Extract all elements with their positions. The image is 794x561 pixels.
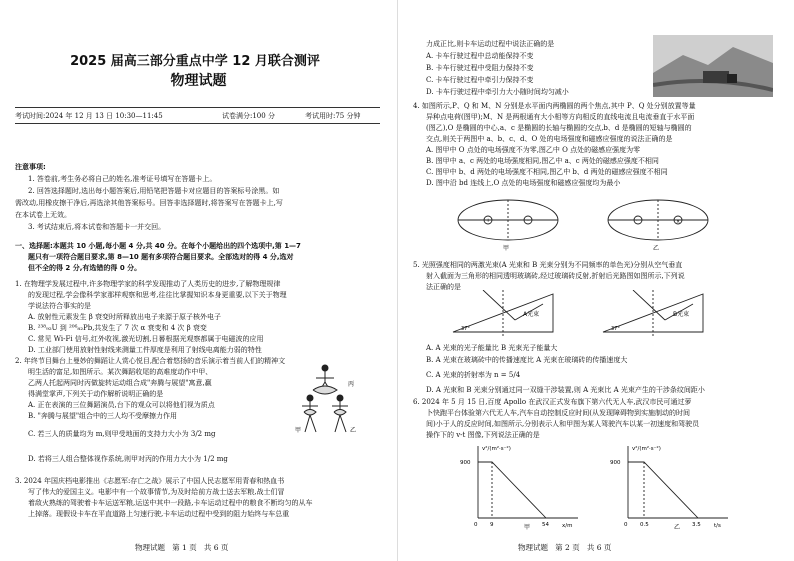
- graph-jia-tick: 0: [474, 522, 478, 528]
- q5-line: 射入截面为三角形的相同透明玻璃砖,经过玻璃砖反射,折射后光路图如图所示,下列说: [426, 272, 685, 280]
- q2-option: D. 若将三人组合整体视作系统,则甲对丙的作用力大小为 1/2 mg: [28, 455, 228, 463]
- q5-line: 法正确的是: [426, 283, 461, 291]
- q4-option: A. 图甲中 O 点处的电场强度不为零,图乙中 O 点处的磁感应强度为零: [426, 146, 641, 154]
- q4-option: D. 图中沿 bd 连线上,O 点处的电场强度和磁感应强度均为最小: [426, 179, 621, 187]
- angle-label: 37°: [461, 326, 470, 332]
- footer-total: 共 6 页: [203, 543, 229, 552]
- q1-line: 的发现过程,学会像科学家那样观察和思考,往往比掌握知识本身更重要,以下关于物理: [28, 291, 287, 299]
- angle-label: 37°: [611, 326, 620, 332]
- q5-option: A. A 光束的光子能量比 B 光束光子能量大: [426, 344, 558, 352]
- q2-line: 明生活的富足,如图所示。某次舞蹈收尾的高难度动作中甲、: [28, 368, 213, 376]
- truck-photo: [653, 35, 773, 97]
- q1-option: A. 放射性元素发生 β 衰变时所释放出电子来源于原子核外电子: [28, 313, 222, 321]
- q4-line: (图乙),O 是椭圆的中心,a、c 是椭圆的长轴与椭圆的交点,b、d 是椭圆的短轴与椭圆的: [426, 124, 692, 132]
- footer-page: 第 1 页: [172, 543, 197, 552]
- q5-line: 5. 光照强度相同的两激光束(A 光束和 B 光束分别为不同频率的单色光)分别从空气垂直: [413, 261, 683, 269]
- graph-yi-tick: 0.5: [640, 522, 649, 528]
- label-b-beam: B光束: [673, 311, 690, 318]
- fig-label-yi: 乙: [653, 245, 660, 252]
- q6-line: 操作下的 v-t 图像,下列说法正确的是: [426, 431, 540, 439]
- q4-option: C. 图甲中 b、d 两处的电场强度不相同,图乙中 b、d 两处的磁感应强度不相同: [426, 168, 668, 176]
- q3-option: D. 卡车行驶过程中牵引力大小随时间均匀减小: [426, 88, 569, 96]
- svg-text:×: ×: [676, 219, 681, 225]
- note-line: 需改动,用橡皮擦干净后,再选涂其他答案标号。回答非选择题时,将答案写在答题卡上,写: [15, 199, 283, 207]
- svg-text:·: ·: [636, 218, 638, 224]
- graph-jia-y0: 900: [460, 460, 471, 466]
- v2-graphs: [458, 440, 758, 530]
- footer-total: 共 6 页: [586, 543, 612, 552]
- graph-yi-xlabel: t/s: [714, 523, 721, 529]
- q2-line: 2. 年终节目舞台上曼妙的舞蹈让人赏心悦目,配合着悠扬的音乐演示着当前人们的精神文: [15, 357, 286, 365]
- q4-line: 异种点电荷(图甲);M、N 是两根通有大小相等方向相反的直线电流且电流垂直于水平面: [426, 113, 695, 121]
- prism-figures: [443, 290, 743, 340]
- q3-line: 写了伟大的爱国主义。电影中有一个故事情节,为及时给前方战士送去军粮,战士们冒: [28, 488, 285, 496]
- q5-option: B. A 光束在玻璃砖中的传播速度比 A 光束在玻璃砖的传播速度大: [426, 356, 628, 364]
- q3-cont-line: 力成正比,则卡车运动过程中说法正确的是: [426, 40, 555, 48]
- q3-line: 上掉落。现假设卡车在平直道路上匀速行驶,卡车运动过程中受到的阻力始终与车总重: [28, 510, 290, 518]
- page-footer: [135, 542, 228, 553]
- footer-subject: 物理试题: [135, 543, 165, 552]
- exam-score: 试卷满分:100 分: [222, 112, 275, 120]
- page-footer: [518, 542, 611, 553]
- exam-subtitle: 物理试题: [170, 73, 227, 89]
- graph-yi-caption: 乙: [674, 524, 681, 530]
- q1-option: B. ²³⁸₉₂U 到 ²⁰⁶₈₂Pb,共发生了 7 次 α 衰变和 4 次 β 衰变: [28, 324, 207, 332]
- q6-line: 间)小于人的反应时间,如图所示,分别表示人和甲图为某人驾驶汽车以某一初速度和驾驶员: [426, 420, 700, 428]
- page-2: [397, 0, 794, 561]
- svg-text:−: −: [526, 218, 531, 224]
- q5-option: D. A 光束和 B 光束分别通过同一双缝干涉装置,则 A 光束比 A 光束产生的干涉条纹间距小: [426, 386, 705, 394]
- q3-option: B. 卡车行驶过程中受阻力保持不变: [426, 64, 534, 72]
- graph-jia-ylabel: v²/(m²·s⁻²): [482, 446, 511, 452]
- footer-page: 第 2 页: [555, 543, 580, 552]
- ellipse-figures: [448, 192, 738, 252]
- graph-yi-tick: 3.5: [692, 522, 701, 528]
- notes-title: 注意事项:: [15, 163, 46, 171]
- graph-yi-ylabel: v²/(m²·s⁻²): [632, 446, 661, 452]
- svg-text:+: +: [486, 218, 491, 224]
- q1-option: D. 工业部门使用放射性射线来测量工件厚度是利用了射线电离能力弱的特性: [28, 346, 262, 354]
- q1-line: 1. 在物理学发展过程中,许多物理学家的科学发现推动了人类历史的进步,了解物理规律: [15, 280, 281, 288]
- graph-jia-tick: 9: [490, 522, 494, 528]
- graph-jia-tick: 54: [542, 522, 549, 528]
- q6-line: 6. 2024 年 5 月 15 日,百度 Apollo 在武汉正式发布旗下第六代无人车,武汉市民可通过萝: [413, 398, 692, 406]
- note-line: 在本试卷上无效。: [15, 211, 71, 219]
- graph-yi-y0: 900: [610, 460, 621, 466]
- q6-line: 卜快跑平台体验第六代无人车,汽车自动控制反应时间(从发现障碍物到实施制动的时间: [426, 409, 690, 417]
- fig-label-jia: 甲: [295, 427, 302, 434]
- q1-line: 学说法符合事实的是: [28, 302, 91, 310]
- section-instructions: 但不全的得 2 分,有选错的得 0 分。: [28, 264, 142, 272]
- q2-option: A. 正在表演的三位舞蹈演员,台下的观众可以将他们视为质点: [28, 401, 215, 409]
- exam-duration: 考试用时:75 分钟: [305, 112, 361, 120]
- q4-line: 4. 如图所示,P、Q 和 M、N 分别是水平面内两椭圆的两个焦点,其中 P、Q 处分别放置等量: [413, 102, 696, 110]
- q2-option: B. "奔腾与展望"组合中的三人均不受摩擦力作用: [28, 412, 178, 420]
- note-line: 2. 回答选择题时,选出每小题答案后,用铅笔把答题卡对应题目的答案标号涂黑。如: [28, 187, 280, 195]
- q3-line: 3. 2024 年国庆档电影推出《志愿军:存亡之战》展示了中国人民志愿军用青春和热血书: [15, 477, 285, 485]
- exam-title: 2025 届高三部分重点中学 12 月联合测评: [70, 54, 320, 69]
- label-a-beam: A光束: [523, 311, 540, 318]
- q1-option: C. 常见 Wi-Fi 信号,红外收视,激光切割,日晷根据光观察都属于电磁波的应用: [28, 335, 264, 343]
- q5-option: C. A 光束的折射率为 n = 5/4: [426, 371, 521, 379]
- graph-jia-caption: 甲: [524, 524, 531, 530]
- q3-option: A. 卡车行驶过程中总动能保持不变: [426, 52, 534, 60]
- q3-line: 着敌火熟练的驾驶着卡车运送军粮,运送中其中一段路,卡车运动过程中的粮食不断均匀的从车: [28, 499, 313, 507]
- footer-subject: 物理试题: [518, 543, 548, 552]
- q4-line: 交点,则关于两图中 a、b、c、d、O 处的电场强度和磁感应强度的说法正确的是: [426, 135, 673, 143]
- q2-line: 得满堂掌声,下列关于动作解析说明正确的是: [28, 390, 164, 398]
- q2-line: 乙两人托起两同时丙做旋转运动组合成"奔腾与展望"寓意,赢: [28, 379, 212, 387]
- q3-option: C. 卡车行驶过程中牵引力保持不变: [426, 76, 534, 84]
- divider: [15, 107, 380, 108]
- graph-jia-xlabel: x/m: [562, 523, 573, 529]
- fig-label-jia: 甲: [503, 245, 510, 252]
- section-instructions: 题只有一项符合题目要求,第 8—10 题有多项符合题目要求。全部选对的得 4 分,选对: [28, 253, 294, 261]
- note-line: 3. 考试结束后,将本试卷和答题卡一并交回。: [28, 223, 166, 231]
- exam-time: 考试时间:2024 年 12 月 13 日 10:30—11:45: [15, 112, 163, 120]
- graph-yi-tick: 0: [624, 522, 628, 528]
- q2-option: C. 若三人的质量均为 m,则甲受地面的支持力大小为 3/2 mg: [28, 430, 216, 438]
- q4-option: B. 图甲中 a、c 两处的电场强度相同,图乙中 a、c 两处的磁感应强度不相同: [426, 157, 659, 165]
- fig-label-yi: 乙: [350, 427, 357, 434]
- dancers-figure: [290, 360, 360, 440]
- note-line: 1. 答卷前,考生务必将自己的姓名,准考证号填写在答题卡上。: [28, 175, 217, 183]
- fig-label-bing: 丙: [348, 381, 355, 388]
- section-instructions: 一、选择题:本题共 10 小题,每小题 4 分,共 40 分。在每个小题给出的四个选项中,第 1—7: [15, 242, 301, 250]
- divider: [15, 123, 380, 124]
